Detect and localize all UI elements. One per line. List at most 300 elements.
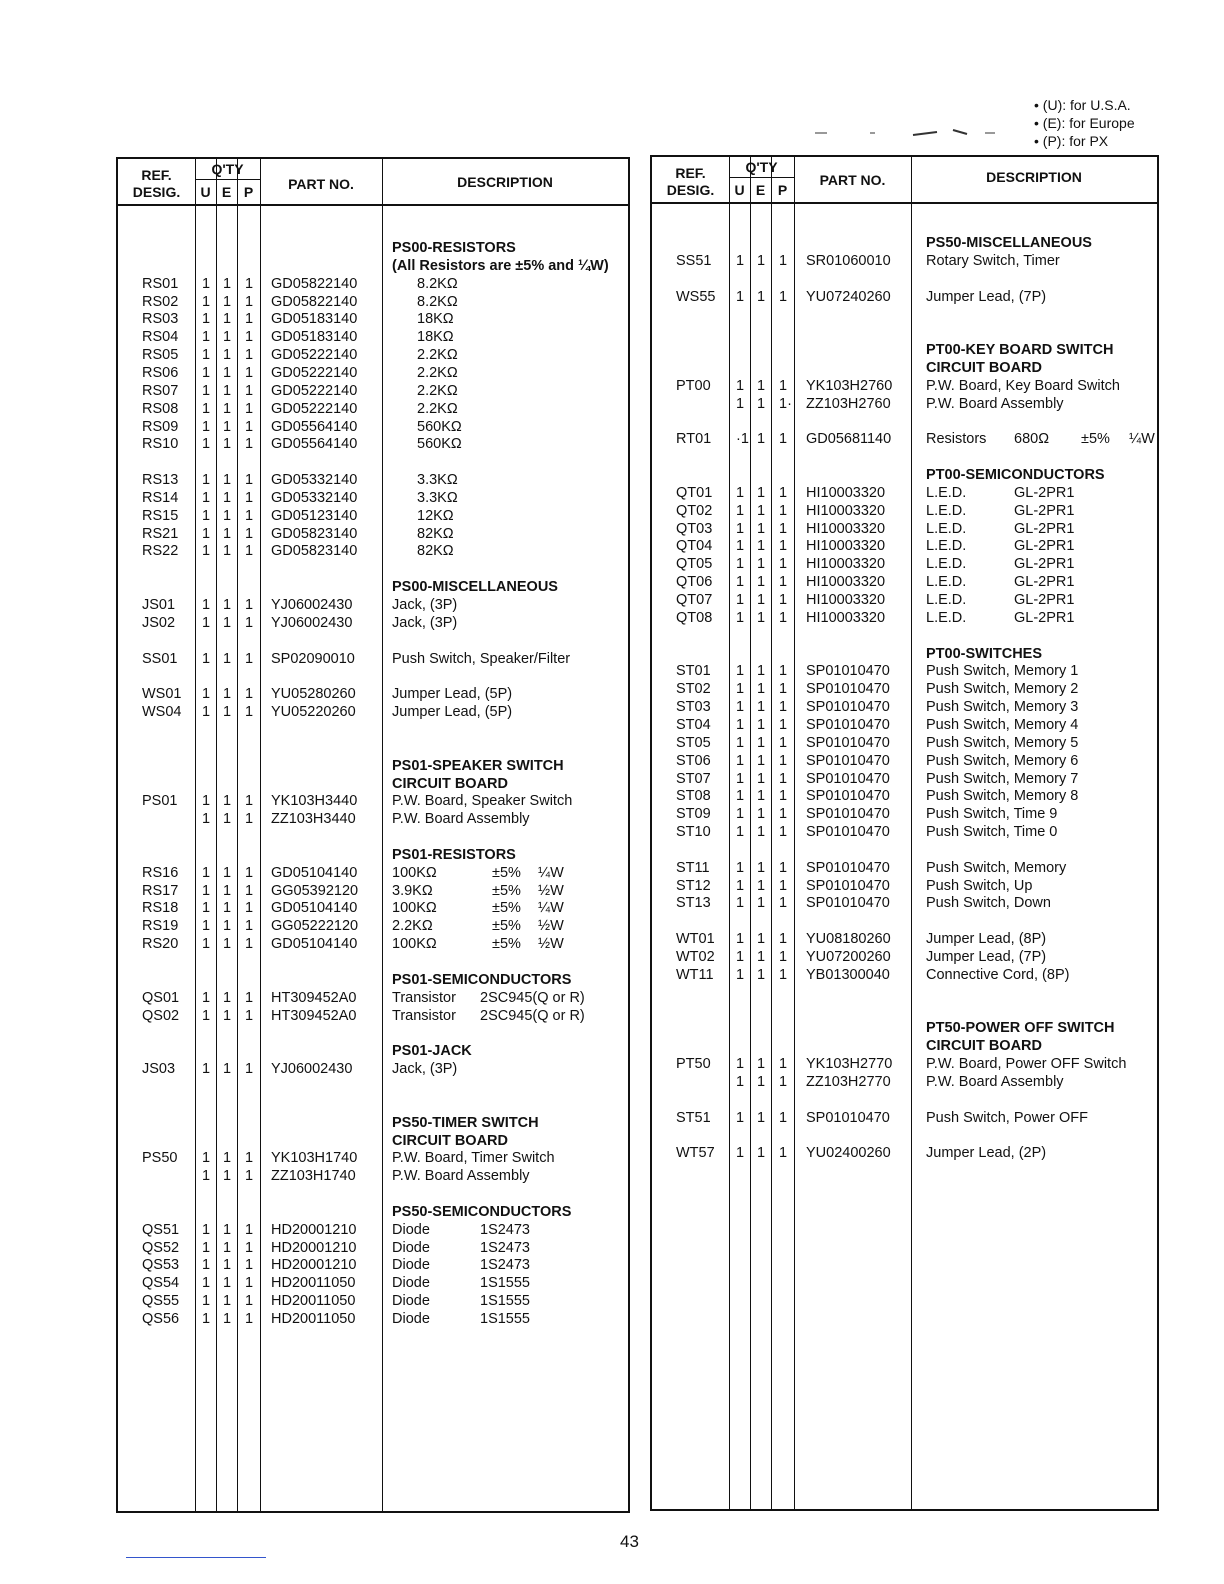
table-row (652, 395, 1157, 413)
description: Push Switch, Memory 2 (926, 681, 1079, 698)
qty-u: 1 (736, 520, 745, 537)
part-no: YK103H2770 (806, 1056, 893, 1073)
ref-desig: ST08 (676, 788, 711, 805)
description: Jack, (3P) (392, 597, 458, 613)
part-no: HI10003320 (806, 609, 886, 626)
part-no: HT309452A0 (271, 1007, 357, 1024)
qty-e: 1 (223, 597, 232, 613)
description: Jack, (3P) (392, 1061, 458, 1078)
description: 2.2KΩ (417, 364, 458, 381)
qty-e: 1 (223, 989, 232, 1006)
qty-u: 1 (202, 400, 211, 417)
part-no: SP01010470 (806, 895, 890, 912)
qty-e: 1 (223, 1061, 232, 1078)
description: 100KΩ (392, 864, 437, 881)
qty-p: 1 (779, 966, 788, 983)
description: 100KΩ (392, 900, 437, 917)
description: Jumper Lead, (7P) (926, 288, 1047, 305)
ref-desig: WT11 (676, 966, 714, 983)
header-e: E (221, 184, 232, 200)
qty-u: 1 (202, 1311, 211, 1327)
ref-desig: QT08 (676, 609, 713, 626)
ref-desig: RS08 (142, 400, 179, 417)
qty-e: 1 (757, 716, 766, 733)
description-detail: GL-2PR1 (1014, 484, 1075, 501)
qty-u: 1 (202, 311, 211, 328)
table-row (118, 400, 628, 418)
description: L.E.D. (926, 484, 967, 501)
qty-e: 1 (757, 699, 766, 716)
ref-desig: RS07 (142, 382, 179, 399)
tolerance: ±5% (1081, 431, 1110, 448)
description: L.E.D. (926, 538, 967, 555)
table-row (118, 596, 628, 614)
qty-p: 1 (245, 1293, 254, 1310)
description: Push Switch, Memory 1 (926, 663, 1079, 680)
section-title: CIRCUIT BOARD (926, 359, 1042, 376)
table-row (118, 293, 628, 311)
qty-e: 1 (757, 574, 766, 591)
qty-p: 1 (245, 347, 254, 364)
header-description: DESCRIPTION (986, 169, 1082, 185)
qty-e: 1 (223, 543, 232, 560)
part-no: GD05564140 (271, 436, 358, 453)
qty-u: 1 (202, 347, 211, 364)
qty-e: 1 (223, 650, 232, 667)
description: L.E.D. (926, 556, 967, 573)
qty-e: 1 (757, 877, 766, 894)
part-no: YU05220260 (271, 704, 356, 721)
qty-e: 1 (757, 663, 766, 680)
header-part-no: PART NO. (819, 172, 886, 188)
description: Diode (392, 1221, 430, 1238)
ref-desig: QS52 (142, 1239, 180, 1256)
part-no: YU05280260 (271, 686, 356, 703)
description: Jumper Lead, (8P) (926, 931, 1047, 948)
qty-u: 1 (736, 1056, 745, 1073)
table-row (118, 542, 628, 560)
section-heading (652, 466, 1157, 484)
header-p: P (243, 184, 254, 200)
description: Diode (392, 1275, 430, 1292)
qty-e: 1 (223, 382, 232, 399)
description: 3.9KΩ (392, 882, 433, 899)
table-row (652, 716, 1157, 734)
footer-rule (126, 1557, 266, 1558)
qty-e: 1 (223, 936, 232, 953)
qty-e: 1 (757, 556, 766, 573)
qty-e: 1 (223, 418, 232, 435)
ref-desig: WT01 (676, 931, 715, 948)
table-row (652, 573, 1157, 591)
table-row (118, 328, 628, 346)
ref-desig: WS04 (142, 704, 182, 721)
section-title: PT50-POWER OFF SWITCH (926, 1020, 1115, 1037)
description: Diode (392, 1311, 430, 1327)
qty-p: 1 (245, 1257, 254, 1274)
table-row (652, 1109, 1157, 1127)
table-row (118, 275, 628, 293)
qty-e: 1 (757, 681, 766, 698)
qty-u: 1 (202, 918, 211, 935)
qty-e: 1 (223, 275, 232, 292)
table-row (652, 430, 1157, 448)
description: P.W. Board, Key Board Switch (926, 377, 1120, 394)
ref-desig: QT02 (676, 502, 713, 519)
description: 560KΩ (417, 436, 462, 453)
qty-e: 1 (757, 609, 766, 626)
qty-u: 1 (202, 1275, 211, 1292)
section-heading (118, 1132, 628, 1150)
qty-e: 1 (223, 864, 232, 881)
tolerance: ±5% (492, 864, 521, 881)
legend-usa: • (U): for U.S.A. (1034, 97, 1131, 113)
qty-p: 1 (245, 704, 254, 721)
qty-u: 1 (736, 377, 745, 394)
qty-p: 1 (245, 364, 254, 381)
tolerance: ±5% (492, 918, 521, 935)
ref-desig: WS55 (676, 288, 716, 305)
section-title: CIRCUIT BOARD (392, 1132, 508, 1149)
description: Jumper Lead, (7P) (926, 949, 1047, 965)
ref-desig: RS10 (142, 436, 179, 453)
ref-desig: ST04 (676, 716, 711, 733)
ref-desig: ST06 (676, 752, 711, 769)
qty-u: 1 (202, 882, 211, 899)
table-row (652, 787, 1157, 805)
qty-u: 1 (202, 1239, 211, 1256)
table-row (118, 1149, 628, 1167)
section-heading (118, 1114, 628, 1132)
section-title: PT00-SEMICONDUCTORS (926, 467, 1105, 484)
qty-p: 1 (245, 1007, 254, 1024)
header-description: DESCRIPTION (457, 174, 553, 190)
section-heading (118, 578, 628, 596)
qty-u: 1 (736, 966, 745, 983)
section-heading (652, 341, 1157, 359)
part-no: GD05104140 (271, 936, 358, 953)
qty-p: 1 (779, 716, 788, 733)
qty-p: 1 (779, 931, 788, 948)
description: 12KΩ (417, 507, 454, 524)
section-title: PS01-SEMICONDUCTORS (392, 971, 572, 988)
description: L.E.D. (926, 502, 967, 519)
table-row (652, 377, 1157, 395)
part-no: SP01010470 (806, 788, 890, 805)
qty-u: 1 (736, 824, 745, 841)
description: L.E.D. (926, 592, 967, 608)
description: 100KΩ (392, 936, 437, 953)
ref-desig: RT01 (676, 431, 712, 448)
part-no: YJ06002430 (271, 1061, 353, 1078)
description-detail: 2SC945(Q or R) (480, 989, 585, 1006)
qty-e: 1 (757, 1056, 766, 1073)
qty-u: 1 (202, 1061, 211, 1078)
ref-desig: PT50 (676, 1056, 711, 1073)
description: Push Switch, Memory 3 (926, 699, 1079, 716)
ref-desig: ST03 (676, 699, 711, 716)
table-row (118, 703, 628, 721)
description: 3.3KΩ (417, 489, 458, 506)
description-detail: GL-2PR1 (1014, 538, 1075, 555)
ref-desig: QS56 (142, 1311, 180, 1327)
ref-desig: PS01 (142, 793, 178, 810)
qty-e: 1 (223, 1168, 232, 1185)
qty-e: 1 (757, 1109, 766, 1126)
description: Push Switch, Memory 6 (926, 752, 1079, 769)
description: Jack, (3P) (392, 614, 458, 631)
part-no: ZZ103H2770 (806, 1073, 891, 1090)
scan-marks (815, 124, 1035, 144)
qty-p: 1 (245, 543, 254, 560)
legend-europe: • (E): for Europe (1034, 115, 1135, 131)
ref-desig: ST05 (676, 734, 711, 751)
table-row (652, 537, 1157, 555)
qty-e: 1 (757, 788, 766, 805)
table-row (118, 310, 628, 328)
qty-u: 1 (202, 614, 211, 631)
description: Jumper Lead, (5P) (392, 704, 513, 721)
description: Push Switch, Speaker/Filter (392, 650, 571, 667)
description-detail: GL-2PR1 (1014, 574, 1075, 591)
ref-desig: RS14 (142, 489, 179, 506)
header-qty: Q'TY (211, 161, 244, 177)
description-detail: 1S2473 (480, 1257, 530, 1274)
parts-table-left (116, 157, 630, 1513)
qty-p: 1 (245, 275, 254, 292)
part-no: GD05681140 (806, 431, 892, 448)
ref-desig: QS55 (142, 1293, 180, 1310)
part-no: GD05222140 (271, 364, 358, 381)
qty-e: 1 (757, 770, 766, 787)
table-row (652, 823, 1157, 841)
qty-p: 1 (245, 1239, 254, 1256)
description: Push Switch, Memory 7 (926, 770, 1079, 787)
part-no: HD20001210 (271, 1221, 357, 1238)
part-no: SP01010470 (806, 716, 890, 733)
table-row (118, 917, 628, 935)
ref-desig: ST51 (676, 1109, 711, 1126)
description: P.W. Board Assembly (926, 1073, 1064, 1090)
qty-e: 1 (223, 793, 232, 810)
part-no: GD05822140 (271, 275, 358, 292)
table-row (118, 935, 628, 953)
table-row (118, 471, 628, 489)
qty-e: 1 (757, 592, 766, 608)
qty-p: 1 (779, 1056, 788, 1073)
wattage: ½W (538, 936, 564, 953)
qty-p: 1 (245, 525, 254, 542)
qty-p: 1 (779, 592, 788, 608)
table-row (652, 894, 1157, 912)
part-no: YJ06002430 (271, 597, 353, 613)
qty-p: 1 (245, 1221, 254, 1238)
qty-u: 1 (202, 989, 211, 1006)
description-detail: GL-2PR1 (1014, 520, 1075, 537)
qty-p: 1 (245, 311, 254, 328)
part-no: GD05564140 (271, 418, 358, 435)
description-detail: 1S2473 (480, 1239, 530, 1256)
part-no: HT309452A0 (271, 989, 357, 1006)
qty-e: 1 (223, 293, 232, 310)
qty-e: 1 (223, 1275, 232, 1292)
qty-e: 1 (757, 734, 766, 751)
wattage: ¼W (538, 864, 564, 881)
ref-desig: SS01 (142, 650, 178, 667)
qty-u: 1 (202, 650, 211, 667)
part-no: YJ06002430 (271, 614, 353, 631)
qty-e: 1 (223, 900, 232, 917)
qty-e: 1 (223, 311, 232, 328)
section-title: PS01-JACK (392, 1043, 472, 1060)
description-detail: 1S2473 (480, 1221, 530, 1238)
qty-p: 1 (779, 788, 788, 805)
part-no: GG05222120 (271, 918, 359, 935)
header-desig: DESIG. (666, 182, 715, 198)
qty-p: 1 (779, 502, 788, 519)
qty-e: 1 (223, 614, 232, 631)
section-title: (All Resistors are ±5% and ¼W) (392, 257, 609, 274)
table-row (652, 752, 1157, 770)
qty-u: 1 (736, 681, 745, 698)
qty-u: 1 (736, 538, 745, 555)
qty-p: 1 (779, 752, 788, 769)
part-no: SP01010470 (806, 824, 890, 841)
qty-u: ·1 (736, 431, 749, 448)
qty-u: 1 (202, 1007, 211, 1024)
qty-u: 1 (736, 734, 745, 751)
table-row (652, 948, 1157, 966)
wattage: ½W (538, 918, 564, 935)
description: 82KΩ (417, 543, 454, 560)
ref-desig: ST11 (676, 859, 710, 876)
qty-u: 1 (202, 418, 211, 435)
qty-e: 1 (757, 520, 766, 537)
description: 82KΩ (417, 525, 454, 542)
section-title: CIRCUIT BOARD (392, 775, 508, 792)
part-no: SP01010470 (806, 859, 890, 876)
qty-u: 1 (202, 900, 211, 917)
ref-desig: ST07 (676, 770, 711, 787)
qty-e: 1 (757, 806, 766, 823)
part-no: SP02090010 (271, 650, 355, 667)
wattage: ½W (538, 882, 564, 899)
section-heading (118, 239, 628, 257)
header-part-no: PART NO. (288, 176, 354, 192)
ref-desig: RS13 (142, 472, 179, 489)
description-detail: GL-2PR1 (1014, 609, 1075, 626)
qty-p: 1 (779, 1109, 788, 1126)
qty-p: 1 (245, 1168, 254, 1185)
description: Push Switch, Memory 4 (926, 716, 1079, 733)
qty-p: 1 (245, 1061, 254, 1078)
qty-u: 1 (736, 574, 745, 591)
qty-e: 1 (223, 472, 232, 489)
qty-p: 1 (245, 614, 254, 631)
qty-u: 1 (736, 752, 745, 769)
description: Jumper Lead, (5P) (392, 686, 513, 703)
table-row (652, 662, 1157, 680)
qty-u: 1 (202, 329, 211, 346)
ref-desig: RS04 (142, 329, 179, 346)
qty-e: 1 (757, 502, 766, 519)
table-row (652, 1144, 1157, 1162)
ref-desig: RS01 (142, 275, 179, 292)
section-heading (118, 1203, 628, 1221)
table-row (118, 614, 628, 632)
table-row (652, 252, 1157, 270)
page-number: 43 (620, 1532, 639, 1551)
qty-u: 1 (202, 1293, 211, 1310)
qty-p: 1 (779, 377, 788, 394)
qty-p: 1 (779, 949, 788, 965)
qty-e: 1 (757, 1073, 766, 1090)
qty-p: 1 (245, 1275, 254, 1292)
table-row (652, 698, 1157, 716)
section-heading (118, 757, 628, 775)
part-no: YK103H1740 (271, 1150, 358, 1167)
qty-e: 1 (223, 1311, 232, 1327)
description: P.W. Board, Power OFF Switch (926, 1056, 1127, 1073)
table-row (118, 1060, 628, 1078)
ref-desig: WS01 (142, 686, 182, 703)
description: Push Switch, Memory 8 (926, 788, 1079, 805)
table-row (652, 520, 1157, 538)
part-no: SP01010470 (806, 770, 890, 787)
ref-desig: QS01 (142, 989, 180, 1006)
ref-desig: QT03 (676, 520, 713, 537)
part-no: GD05822140 (271, 293, 358, 310)
description: Rotary Switch, Timer (926, 252, 1060, 269)
qty-u: 1 (202, 936, 211, 953)
section-title: PS50-TIMER SWITCH (392, 1114, 539, 1131)
ref-desig: QT07 (676, 592, 713, 608)
description: Push Switch, Up (926, 877, 1033, 894)
qty-p: 1 (245, 400, 254, 417)
qty-p: 1 (779, 895, 788, 912)
qty-u: 1 (202, 364, 211, 381)
table-row (118, 507, 628, 525)
description: 18KΩ (417, 311, 454, 328)
section-title: PT00-SWITCHES (926, 645, 1043, 662)
table-row (652, 930, 1157, 948)
part-no: GD05332140 (271, 472, 358, 489)
ref-desig: PS50 (142, 1150, 178, 1167)
qty-p: 1 (779, 609, 788, 626)
qty-u: 1 (202, 1168, 211, 1185)
qty-p: 1 (245, 918, 254, 935)
qty-p: 1 (245, 650, 254, 667)
qty-u: 1 (202, 543, 211, 560)
part-no: HD20011050 (271, 1293, 356, 1310)
qty-p: 1 (245, 882, 254, 899)
table-row (118, 899, 628, 917)
qty-p: 1 (779, 538, 788, 555)
part-no: GD05222140 (271, 347, 358, 364)
qty-e: 1 (757, 395, 766, 412)
qty-u: 1 (202, 275, 211, 292)
qty-p: 1 (245, 811, 254, 828)
section-title: PS01-RESISTORS (392, 846, 516, 863)
qty-p: 1 (245, 936, 254, 953)
qty-e: 1 (757, 824, 766, 841)
description-detail: GL-2PR1 (1014, 592, 1075, 608)
qty-p: 1 (779, 859, 788, 876)
section-heading (118, 775, 628, 793)
description-detail: GL-2PR1 (1014, 502, 1075, 519)
part-no: HI10003320 (806, 520, 886, 537)
qty-u: 1 (202, 704, 211, 721)
